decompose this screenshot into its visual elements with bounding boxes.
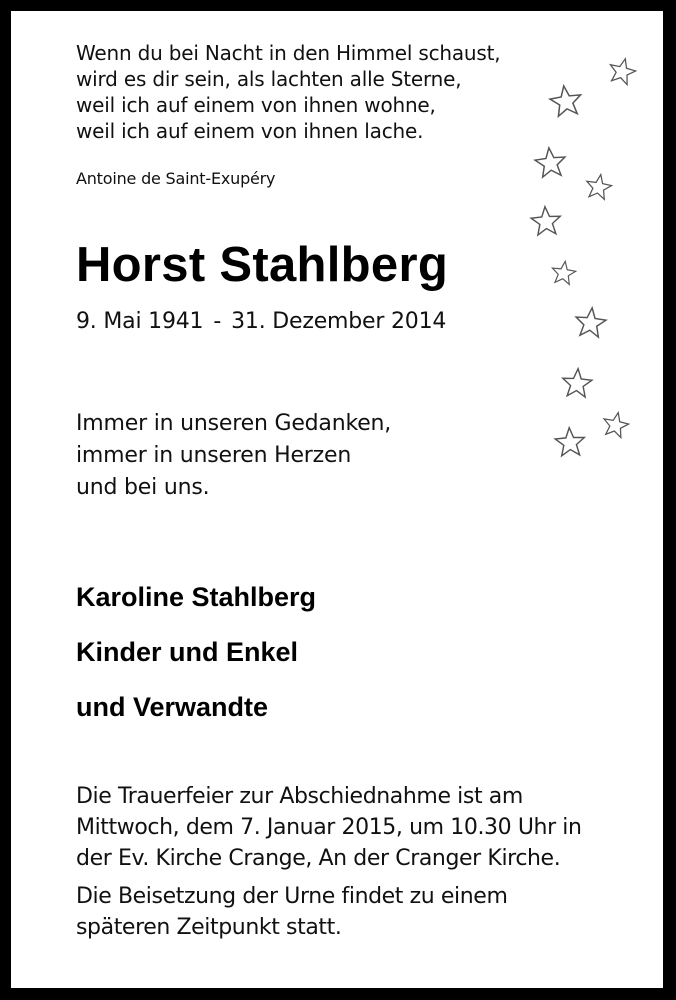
star-outline-icon: [547, 83, 585, 121]
star-outline-icon: [606, 56, 638, 88]
star-outline-icon: [559, 366, 595, 402]
mourner-group: und Verwandte: [76, 692, 269, 722]
life-dates: [76, 308, 446, 336]
mourners-list: [76, 570, 316, 735]
poem-author: Antoine de Saint-Exupéry: [76, 169, 276, 188]
star-outline-icon: [552, 425, 588, 461]
funeral-service-info: [76, 781, 582, 874]
deceased-name: Horst Stahlberg: [76, 238, 449, 292]
mourner-name: Karoline Stahlberg: [76, 582, 317, 612]
mourner-group: Kinder und Enkel: [76, 637, 299, 667]
memory-line: Immer in unseren Gedanken,: [76, 411, 392, 436]
poem-line: wird es dir sein, als lachten alle Sterne,: [76, 67, 462, 91]
burial-line: Die Beisetzung der Urne findet zu einem: [76, 884, 508, 909]
star-outline-icon: [549, 259, 578, 288]
death-date: 31. Dezember 2014: [231, 309, 447, 334]
poem-line: weil ich auf einem von ihnen lache.: [76, 119, 424, 143]
star-outline-icon: [583, 172, 614, 203]
star-outline-icon: [528, 204, 564, 240]
memory-line: immer in unseren Herzen: [76, 443, 352, 468]
star-outline-icon: [572, 305, 609, 342]
poem-line: weil ich auf einem von ihnen wohne,: [76, 93, 436, 117]
burial-line: späteren Zeitpunkt statt.: [76, 915, 342, 940]
service-line: Mittwoch, dem 7. Januar 2015, um 10.30 Uhr in: [76, 815, 582, 840]
memory-text: [76, 408, 391, 504]
memory-line: und bei uns.: [76, 475, 210, 500]
birth-date: 9. Mai 1941: [76, 309, 204, 334]
burial-info: [76, 881, 507, 943]
poem-line: Wenn du bei Nacht in den Himmel schaust,: [76, 41, 501, 65]
star-outline-icon: [532, 145, 569, 182]
star-outline-icon: [600, 410, 631, 441]
service-line: der Ev. Kirche Crange, An der Cranger Kirche.: [76, 846, 561, 871]
date-separator: -: [213, 309, 222, 334]
service-line: Die Trauerfeier zur Abschiednahme ist am: [76, 784, 523, 809]
poem-quote: [76, 40, 500, 144]
